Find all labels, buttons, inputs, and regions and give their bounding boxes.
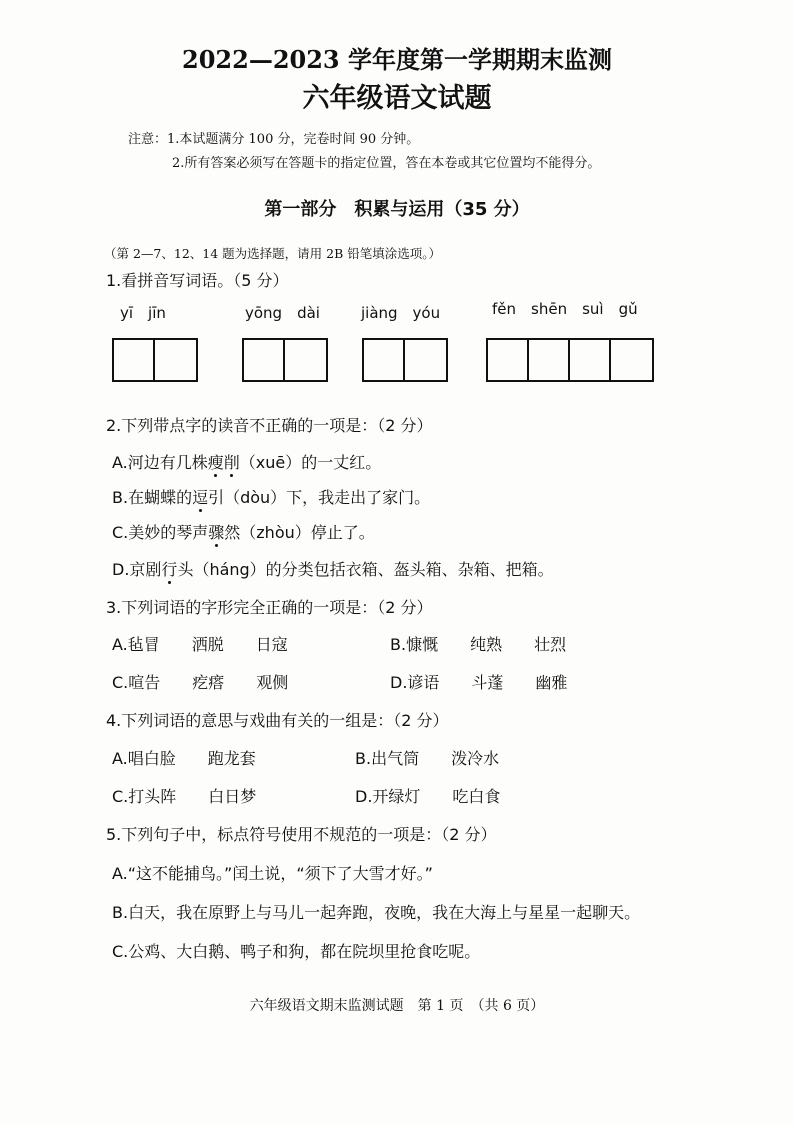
question-4-stem: 4.下列词语的意思与戏曲有关的一组是：（2 分） xyxy=(106,711,449,730)
pinyin-4: fěn shēn suì gǔ xyxy=(492,300,638,318)
notice-line-2: 2.所有答案必须写在答题卡的指定位置，答在本卷或其它位置均不能得分。 xyxy=(172,156,601,171)
question-2-option-c xyxy=(112,520,375,543)
option-text: （xuē）的一丈红。 xyxy=(239,453,382,472)
option-text: B.在蝴蝶的 xyxy=(112,488,193,507)
dotted-char: 逗 xyxy=(192,488,209,507)
option-text: 头（háng）的分类包括衣箱、盔头箱、杂箱、把箱。 xyxy=(177,560,554,579)
question-5-option-c: C.公鸡、大白鹅、鸭子和狗，都在院坝里抢食吃呢。 xyxy=(112,942,481,961)
question-3-stem: 3.下列词语的字形完全正确的一项是：（2 分） xyxy=(106,598,433,617)
pinyin-1: yī jīn xyxy=(120,304,166,322)
notice-line-1: 注意：1.本试题满分 100 分，完卷时间 90 分钟。 xyxy=(128,132,420,147)
option-text: A.河边有几株 xyxy=(112,453,208,472)
exam-title: 2022—2023 学年度第一学期期末监测 xyxy=(182,45,612,74)
answer-cell[interactable] xyxy=(155,340,196,380)
option-text: C.美妙的琴声 xyxy=(112,523,209,542)
question-1-stem: 1.看拼音写词语。（5 分） xyxy=(106,271,289,290)
section-title: 第一部分 积累与运用（35 分） xyxy=(264,199,530,220)
answer-cell[interactable] xyxy=(488,340,529,380)
option-text: D.京剧 xyxy=(112,560,162,579)
question-4-option-c: C.打头阵 白日梦 xyxy=(112,787,257,806)
answer-cell[interactable] xyxy=(611,340,652,380)
answer-box-1[interactable] xyxy=(112,338,198,382)
question-5-stem: 5.下列句子中，标点符号使用不规范的一项是：（2 分） xyxy=(106,825,497,844)
answer-box-4[interactable] xyxy=(486,338,654,382)
answer-cell[interactable] xyxy=(244,340,285,380)
question-3-option-c: C.喧告 疙瘩 观侧 xyxy=(112,673,289,692)
page-footer: 六年级语文期末监测试题 第 1 页 （共 6 页） xyxy=(249,998,545,1014)
instruction-text: （第 2—7、12、14 题为选择题，请用 2B 铅笔填涂选项。） xyxy=(104,246,442,261)
question-4-option-d: D.开绿灯 吃白食 xyxy=(355,787,501,806)
option-text: 引（dòu）下，我走出了家门。 xyxy=(208,488,431,507)
dotted-char: 削 xyxy=(223,453,240,472)
answer-cell[interactable] xyxy=(364,340,405,380)
pinyin-2: yōng dài xyxy=(245,304,320,322)
question-3-option-d: D.谚语 斗蓬 幽雅 xyxy=(390,673,568,692)
question-3-option-b: B.慷慨 纯熟 壮烈 xyxy=(390,635,567,654)
question-5-option-a: A.“这不能捕鸟。”闰土说，“须下了大雪才好。” xyxy=(112,864,433,883)
option-text: 然（zhòu）停止了。 xyxy=(224,523,375,542)
answer-cell[interactable] xyxy=(570,340,611,380)
pinyin-3: jiàng yóu xyxy=(361,304,441,322)
answer-cell[interactable] xyxy=(405,340,446,380)
answer-cell[interactable] xyxy=(529,340,570,380)
dotted-char: 瘦 xyxy=(207,453,224,472)
question-5-option-b: B.白天，我在原野上与马儿一起奔跑，夜晚，我在大海上与星星一起聊天。 xyxy=(112,903,641,922)
question-2-option-a xyxy=(112,450,381,473)
question-3-option-a: A.毡冒 洒脱 日寇 xyxy=(112,635,288,654)
question-4-option-a: A.唱白脸 跑龙套 xyxy=(112,749,256,768)
exam-subtitle: 六年级语文试题 xyxy=(302,83,492,114)
dotted-char: 行 xyxy=(161,560,178,579)
question-2-stem: 2.下列带点字的读音不正确的一项是：（2 分） xyxy=(106,416,433,435)
dotted-char: 骤 xyxy=(208,523,225,542)
answer-box-3[interactable] xyxy=(362,338,448,382)
question-2-option-b xyxy=(112,485,430,508)
question-2-option-d xyxy=(112,557,554,580)
answer-cell[interactable] xyxy=(285,340,326,380)
answer-cell[interactable] xyxy=(114,340,155,380)
question-4-option-b: B.出气筒 泼冷水 xyxy=(355,749,500,768)
answer-box-2[interactable] xyxy=(242,338,328,382)
